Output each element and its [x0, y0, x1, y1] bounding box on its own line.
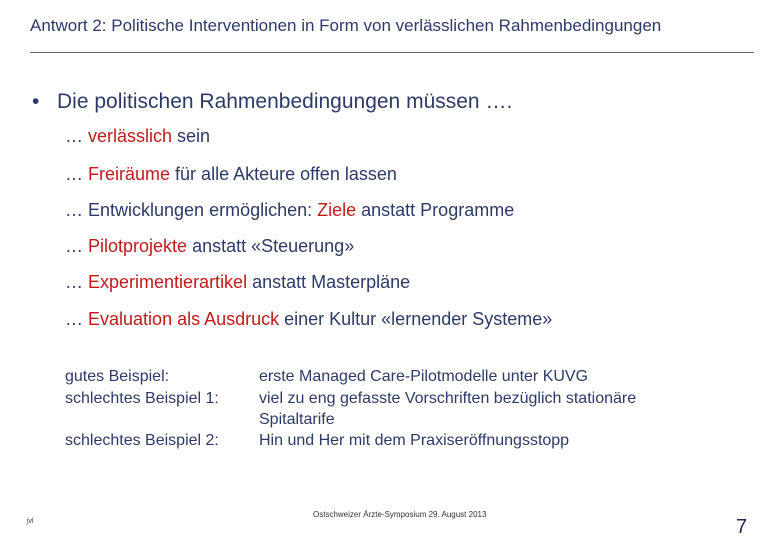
sub-item-text: … — [65, 236, 89, 256]
sub-item — [65, 126, 210, 147]
example-text: erste Managed Care-Pilotmodelle unter KUVG — [259, 368, 589, 385]
sub-item-text: … — [65, 272, 89, 292]
example-label: gutes Beispiel: — [65, 368, 170, 385]
sub-item-text: … — [65, 126, 89, 146]
sub-item-highlight: Ziele — [317, 200, 357, 220]
sub-item-highlight: Freiräume — [88, 164, 171, 184]
sub-item-text: einer Kultur «lernender Systeme» — [279, 309, 553, 329]
example-text: Hin und Her mit dem Praxiseröffnungsstopp — [259, 432, 570, 449]
sub-item-highlight: Experimentierartikel — [88, 272, 248, 292]
sub-item-highlight: verlässlich — [88, 126, 173, 146]
author-initials: jvl — [27, 518, 34, 525]
sub-item — [65, 164, 397, 185]
example-label: schlechtes Beispiel 2: — [65, 432, 219, 449]
sub-item-highlight: Evaluation als Ausdruck — [88, 309, 280, 329]
sub-item-text: … — [65, 309, 89, 329]
example-label: schlechtes Beispiel 1: — [65, 390, 219, 407]
sub-item-text: anstatt Programme — [356, 200, 515, 220]
example-text: Spitaltarife — [259, 411, 335, 428]
sub-item-text: sein — [172, 126, 211, 146]
page-number: 7 — [736, 516, 748, 538]
sub-item — [65, 200, 514, 221]
footer-event: Ostschweizer Ärzte-Symposium 29. August 2013 — [313, 510, 487, 519]
sub-item-text: für alle Akteure offen lassen — [170, 164, 397, 184]
slide-title: Antwort 2: Politische Interventionen in Form von verlässlichen Rahmenbedingungen — [30, 16, 662, 35]
sub-item — [65, 272, 410, 293]
bullet-icon: • — [32, 90, 40, 113]
main-bullet-text: Die politischen Rahmenbedingungen müssen …. — [57, 90, 513, 113]
title-divider — [30, 52, 754, 53]
sub-item-highlight: Pilotprojekte — [88, 236, 188, 256]
example-text: viel zu eng gefasste Vorschriften bezüglich stationäre — [259, 390, 637, 407]
sub-item — [65, 309, 552, 330]
sub-item — [65, 236, 354, 257]
sub-item-text: anstatt Masterpläne — [247, 272, 411, 292]
sub-item-text: … Entwicklungen ermöglichen: — [65, 200, 318, 220]
sub-item-text: anstatt «Steuerung» — [187, 236, 355, 256]
sub-item-text: … — [65, 164, 89, 184]
